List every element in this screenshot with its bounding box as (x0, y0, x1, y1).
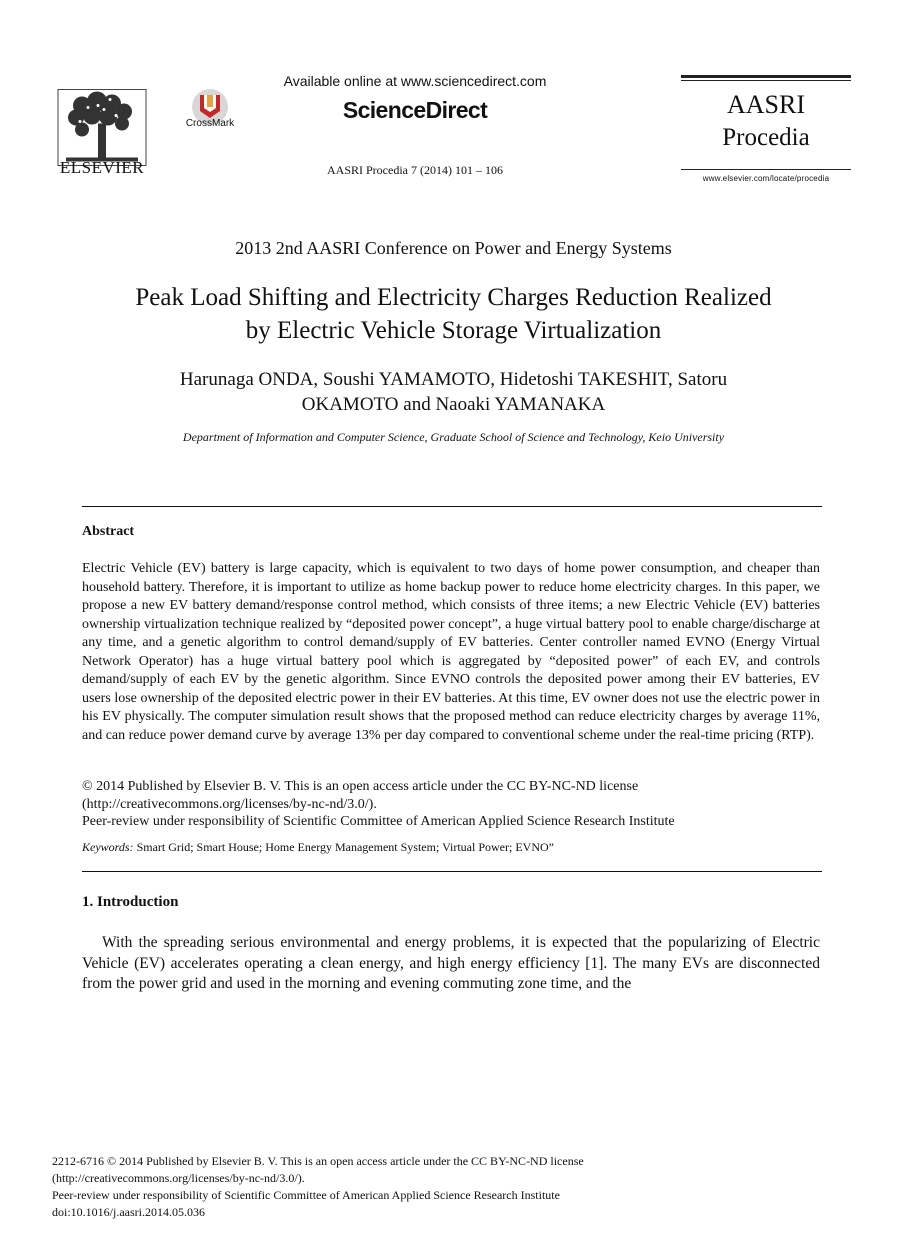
journal-header-rule (681, 75, 851, 78)
copyright-line: © 2014 Published by Elsevier B. V. This is an open access article under the CC BY-NC-ND license (82, 779, 639, 794)
available-online-text: Available online at www.sciencedirect.com (283, 73, 547, 89)
abstract-heading: Abstract (82, 524, 135, 539)
footer-license-link[interactable]: (http://creativecommons.org/licenses/by-nc-nd/3.0/). (52, 1171, 305, 1185)
section-divider (82, 506, 822, 507)
journal-name-line2: Procedia (722, 124, 810, 151)
author-line: Harunaga ONDA, Soushi YAMAMOTO, Hidetoshi TAKESHIT, Satoru (179, 369, 728, 390)
abstract-body: Electric Vehicle (EV) battery is large capacity, which is equivalent to two days of home power consumption, and cheaper than household battery. Therefore, it is important to utilize as home backup power to reduce home electricity charges. In this paper, we propose a new EV battery demand/response control method, which consists of three items; a new Electric Vehicle (EV) batteries ownership virtualization technique realized by “deposited power concept”, a huge virtual battery pool to enable charge/discharge at any time, and a genetic algorithm to control demand/supply of EV batteries. Center controller named EVNO (Energy Virtual Network Operator) has a huge virtual battery pool which is aggregated by “deposited power” of each EV, and controls demand/supply of each EV by the genetic algorithm. Since EVNO controls the deposited power among their EV batteries, EV users lose ownership of the deposited electric power in their EV batteries. At this time, EV owner does not use the electric power in his EV physically. The computer simulation result shows that the proposed method can reduce electricity charges by average 11%, and can reduce power demand curve by average 13% per day compared to conventional scheme under the real-time pricing (RTP). (82, 561, 820, 743)
paper-title (60, 281, 847, 347)
copyright-notice (82, 778, 822, 831)
journal-header-rule (681, 80, 851, 81)
introduction-body: With the spreading serious environmental and energy problems, it is expected that the popularizing of Electric Vehicle (EV) accelerates operating a clean energy, and high energy efficiency [1]. The many EVs are disconnected from the power grid and used in the morning and evening commuting zone time, and the (82, 934, 820, 992)
keywords-label: Keywords: (82, 840, 134, 854)
paper-title-line: Peak Load Shifting and Electricity Charges Reduction Realized (135, 284, 772, 311)
affiliation: Department of Information and Computer Science, Graduate School of Science and Technology, Keio University (182, 430, 725, 444)
section-divider (82, 871, 822, 872)
footer-peer-review: Peer-review under responsibility of Scientific Committee of American Applied Science Research Institute (52, 1188, 560, 1202)
elsevier-wordmark: ELSEVIER (59, 158, 145, 177)
footer-issn-line: 2212-6716 © 2014 Published by Elsevier B. V. This is an open access article under the CC BY-NC-ND license (52, 1154, 584, 1168)
keywords-list: Smart Grid; Smart House; Home Energy Management System; Virtual Power; EVNO” (133, 840, 554, 854)
peer-review-note: Peer-review under responsibility of Scientific Committee of American Applied Science Research Institute (82, 814, 675, 829)
journal-reference: AASRI Procedia 7 (2014) 101 – 106 (327, 163, 503, 177)
crossmark-label: CrossMark (185, 118, 235, 129)
journal-url-link[interactable]: www.elsevier.com/locate/procedia (702, 174, 830, 183)
introduction-heading: 1. Introduction (82, 894, 179, 910)
license-link[interactable]: (http://creativecommons.org/licenses/by-nc-nd/3.0/). (82, 796, 377, 812)
author-line: OKAMOTO and Naoaki YAMANAKA (301, 394, 606, 415)
footer-notes (52, 1153, 792, 1221)
journal-name-line1: AASRI (726, 90, 805, 119)
keywords-line (82, 840, 822, 855)
conference-name: 2013 2nd AASRI Conference on Power and Energy Systems (235, 238, 672, 258)
paper-title-line: by Electric Vehicle Storage Virtualization (245, 317, 662, 344)
journal-header-rule (681, 169, 851, 170)
author-list (60, 367, 847, 417)
doi-link[interactable]: doi:10.1016/j.aasri.2014.05.036 (52, 1205, 205, 1219)
sciencedirect-wordmark: ScienceDirect (342, 97, 488, 123)
